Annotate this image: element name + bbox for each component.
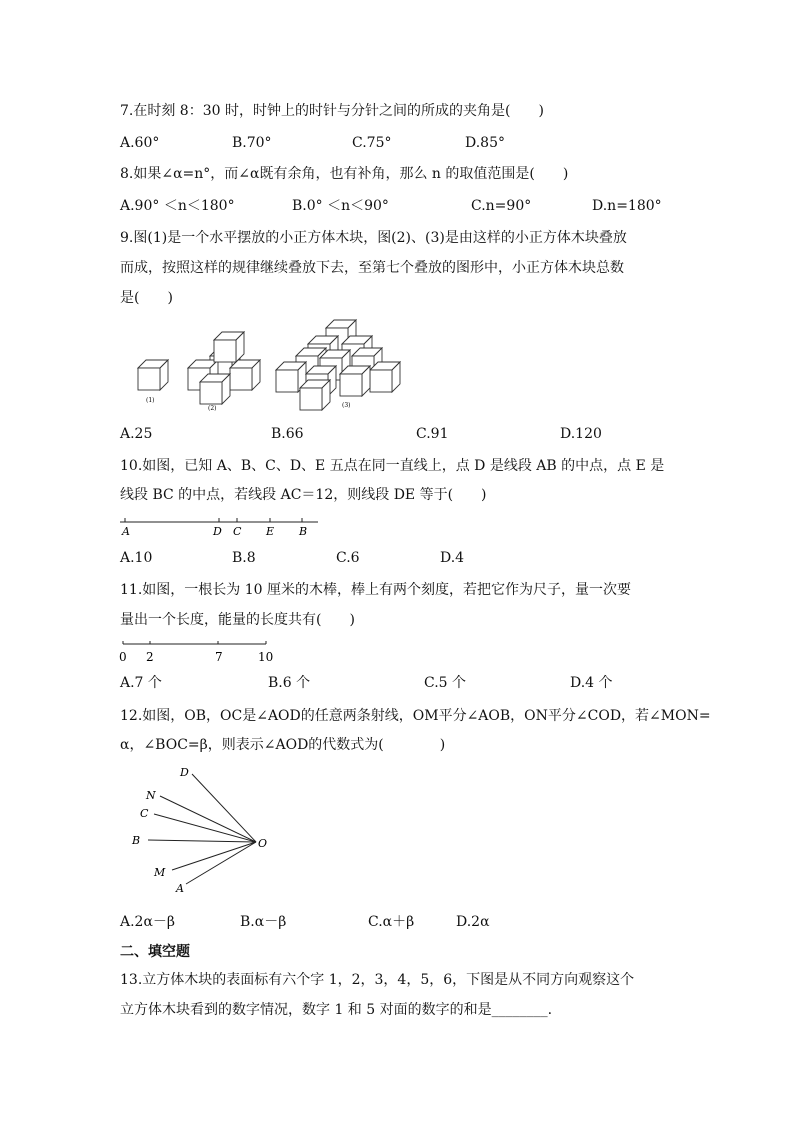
q9-stem-line-1: 9.图(1)是一个水平摆放的小正方体木块，图(2)、(3)是由这样的小正方体木块叠放 xyxy=(120,230,627,246)
ray-label-a: A xyxy=(176,882,184,895)
q13-stem-line-1: 13.立方体木块的表面标有六个字 1，2，3，4，5，6，下图是从不同方向观察这个 xyxy=(120,972,635,988)
q7-stem: 7.在时刻 8：30 时，时钟上的时针与分针之间的所成的夹角是( ) xyxy=(120,103,544,119)
angle-rays-figure xyxy=(126,762,276,897)
point-b-label: B xyxy=(299,525,308,538)
ray-label-c: C xyxy=(140,807,149,820)
point-d-label: D xyxy=(213,525,222,538)
q8-option-c: C.n=90° xyxy=(471,198,532,214)
cube-figure-1 xyxy=(138,360,168,390)
ray-label-n: N xyxy=(146,789,156,802)
q11-option-b: B.6 个 xyxy=(268,675,311,691)
q9-option-c: C.91 xyxy=(416,426,449,442)
q10-option-c: C.6 xyxy=(336,550,360,566)
point-a-label: A xyxy=(122,525,130,538)
q8-stem: 8.如果∠α=n°，而∠α既有余角，也有补角，那么 n 的取值范围是( ) xyxy=(120,166,569,182)
ruler-figure xyxy=(118,638,278,666)
q10-option-b: B.8 xyxy=(232,550,256,566)
segment-figure xyxy=(118,512,328,542)
q7-option-a: A.60° xyxy=(120,135,160,151)
q10-stem-line-1: 10.如图，已知 A、B、C、D、E 五点在同一直线上，点 D 是线段 AB 的中点，点 E 是 xyxy=(120,458,665,474)
cube-figure-3 xyxy=(276,320,400,410)
q12-option-d: D.2α xyxy=(456,914,490,930)
section-heading: 二、填空题 xyxy=(120,944,190,960)
q9-option-a: A.25 xyxy=(120,426,153,442)
q8-option-d: D.n=180° xyxy=(592,198,662,214)
q12-option-c: C.α＋β xyxy=(368,914,415,930)
q10-stem-line-2: 线段 BC 的中点，若线段 AC＝12，则线段 DE 等于( ) xyxy=(120,487,487,503)
tick-label-10: 10 xyxy=(258,650,274,664)
q7-option-b: B.70° xyxy=(232,135,272,151)
q8-option-a: A.90° ＜n＜180° xyxy=(120,198,235,214)
ray-label-m: M xyxy=(154,866,166,879)
point-c-label: C xyxy=(233,525,242,538)
q10-option-d: D.4 xyxy=(440,550,465,566)
tick-label-7: 7 xyxy=(215,650,223,664)
q10-option-a: A.10 xyxy=(120,550,153,566)
q9-stem-line-2: 而成，按照这样的规律继续叠放下去，至第七个叠放的图形中，小正方体木块总数 xyxy=(120,260,624,276)
q13-stem-line-2: 立方体木块看到的数字情况，数字 1 和 5 对面的数字的和是________. xyxy=(120,1002,553,1018)
q9-option-d: D.120 xyxy=(560,426,602,442)
q11-stem-line-2: 量出一个长度，能量的长度共有( ) xyxy=(120,612,355,628)
figure-label-3: (3) xyxy=(342,402,351,409)
cube-stack-figure xyxy=(130,318,390,418)
q12-option-a: A.2α－β xyxy=(120,914,176,930)
q8-option-b: B.0° ＜n＜90° xyxy=(292,198,389,214)
tick-label-0: 0 xyxy=(119,650,127,664)
q7-option-c: C.75° xyxy=(352,135,392,151)
q11-option-c: C.5 个 xyxy=(424,675,467,691)
point-e-label: E xyxy=(266,525,275,538)
cube-figure-2 xyxy=(188,332,260,404)
q9-option-b: B.66 xyxy=(271,426,304,442)
q12-option-b: B.α－β xyxy=(240,914,287,930)
q11-stem-line-1: 11.如图，一根长为 10 厘米的木棒，棒上有两个刻度，若把它作为尺子，量一次要 xyxy=(120,582,631,598)
ray-label-d: D xyxy=(180,766,189,779)
q12-stem-line-1: 12.如图，OB，OC是∠AOD的任意两条射线，OM平分∠AOB，ON平分∠COD，若∠MON= xyxy=(120,708,711,724)
tick-label-2: 2 xyxy=(146,650,154,664)
q9-stem-line-3: 是( ) xyxy=(120,290,173,306)
figure-label-2: (2) xyxy=(208,405,217,412)
q11-option-a: A.7 个 xyxy=(120,675,162,691)
ray-label-b: B xyxy=(132,834,141,847)
ray-label-o: O xyxy=(258,837,268,850)
q12-stem-line-2: α，∠BOC=β，则表示∠AOD的代数式为( ) xyxy=(120,737,446,753)
figure-label-1: (1) xyxy=(146,397,155,404)
q7-option-d: D.85° xyxy=(465,135,505,151)
q11-option-d: D.4 个 xyxy=(570,675,613,691)
